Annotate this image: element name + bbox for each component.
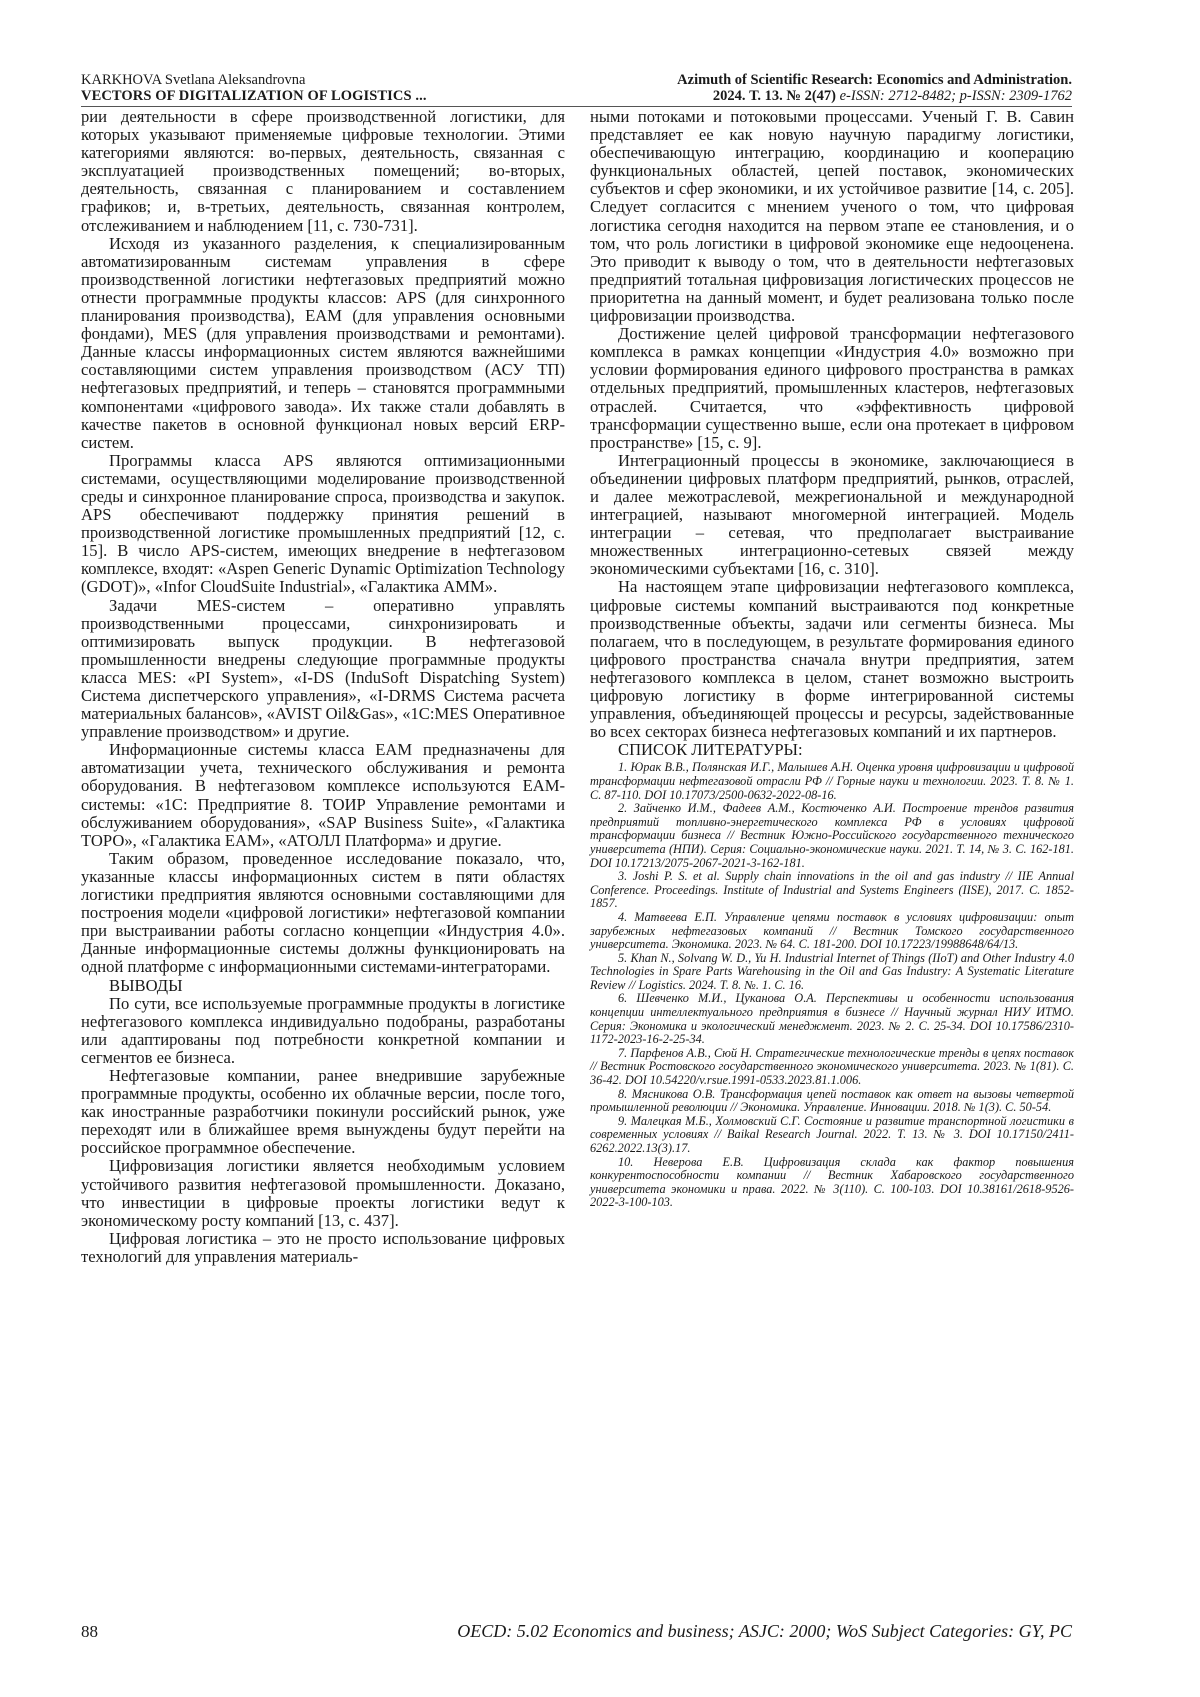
reference-list [590, 761, 1074, 1210]
author-name: KARKHOVA Svetlana Aleksandrovna [81, 72, 306, 88]
conclusions-heading: ВЫВОДЫ [109, 975, 183, 995]
issue-info [677, 88, 1072, 104]
paragraph: Интеграционный процессы в экономике, заключающиеся в объединении цифровых платформ предприятий, рынков, отраслей, и далее межотраслевой, межрегиональной и международной интеграцией, называют многомерной интеграцией. Модель интеграции – сетевая, что предполагает выстраивание множественных интеграционно-сетевых связей между экономическими субъектами [16, с. 310]. [590, 450, 1074, 579]
reference-item: 3. Joshi P. S. et al. Supply chain innovations in the oil and gas industry // IIE Annual Conference. Proceedings. Institute of Industrial and Systems Engineers (IISE), 2017. С. 1852-1857. [590, 869, 1074, 911]
paragraph: Таким образом, проведенное исследование показало, что, указанные классы информационных систем в пяти областях логистики предприятия являются основными составляющими для построения модели «цифровой логистики» нефтегазовой компании при выстраивании работы согласно концепции «Индустрия 4.0». Данные информационные системы должны функционировать на одной платформе с информационными системами-интеграторами. [81, 848, 565, 977]
paragraph: Исходя из указанного разделения, к специализированным автоматизированным системам управления в сфере производственной логистики нефтегазовых предприятий можно отнести программные продукты классов: APS (для синхронного планирования производства), EAM (для управления основными фондами), MES (для управления производствами и ремонтами). Данные классы информационных систем являются важнейшими составляющими систем управления производством (АСУ ТП) нефтегазовых предприятий, и теперь – становятся программными компонентами «цифрового завода». Их также стали добавлять в качестве пакетов в основной функционал новых версий ERP-систем. [81, 233, 565, 452]
paragraph: На настоящем этапе цифровизации нефтегазового комплекса, цифровые системы компаний выстраиваются под конкретные производственные объекты, задачи или сегменты бизнеса. Мы полагаем, что в последующем, в результате формирования единого цифрового пространства сначала внутри предприятия, затем нефтегазового комплекса в целом, станет возможно выстроить цифровую логистику в форме интегрированной системы управления, объединяющей процессы и ресурсы, задействованные во всех секторах бизнеса нефтегазовых компаний и их партнеров. [590, 577, 1074, 742]
journal-title: Azimuth of Scientific Research: Economics and Administration. [677, 72, 1072, 88]
reference-item: 7. Парфенов А.В., Сюй Н. Стратегические технологические тренды в цепях поставок // Вестник Ростовского государственного экономического университета. 2023. № 1(81). С. 36-42. DOI 10.54220/v.rsue.1991-0533.2023.81.1.006. [590, 1045, 1074, 1088]
paragraph: По сути, все используемые программные продукты в логистике нефтегазового комплекса индивидуально подобраны, разработаны или адаптированы под потребности конкретной компании и сегментов ее бизнеса. [81, 993, 565, 1067]
page-number: 88 [81, 1622, 98, 1641]
reference-item: 1. Юрак В.В., Полянская И.Г., Малышев А.Н. Оценка уровня цифровизации и цифровой трансформации нефтегазовой отрасли РФ // Горные науки и технологии. 2023. Т. 8. № 1. С. 87-110. DOI 10.17073/2500-0632-2022-08-16. [590, 760, 1074, 802]
paragraph: Задачи MES-систем – оперативно управлять производственными процессами, синхронизировать и оптимизировать выпуск продукции. В нефтегазовой промышленности внедрены следующие программные продукты класса MES: «PI System», «I-DS (InduSoft Dispatching System) Система диспетчерского управления», «I-DRMS Система расчета материальных балансов», «AVIST Oil&Gas», «1С:MES Оперативное управление производством» и другие. [81, 595, 565, 742]
issn-info: e-ISSN: 2712-8482; p-ISSN: 2309-1762 [836, 88, 1072, 104]
reference-item: 4. Матвеева Е.П. Управление цепями поставок в условиях цифровизации: опыт зарубежных нефтегазовых компаний // Вестник Томского государственного университета. Экономика. 2023. № 64. С. 181-200. DOI 10.17223/19988648/64/13. [590, 909, 1074, 952]
reference-item: 10. Неверова Е.В. Цифровизация склада как фактор повышения конкурентоспособности компании // Вестник Хабаровского государственного университета экономики и права. 2022. № 3(110). С. 100-103. DOI 10.38161/2618-9526-2022-3-100-103. [590, 1154, 1074, 1210]
references-heading: СПИСОК ЛИТЕРАТУРЫ: [618, 740, 803, 760]
reference-item: 9. Малецкая М.Б., Холмовский С.Г. Состояние и развитие транспортной логистики в современных условиях // Baikal Research Journal. 2022. Т. 13. № 3. DOI 10.17150/2411-6262.2022.13(3).17. [590, 1113, 1074, 1155]
paragraph: Цифровая логистика – это не просто использование цифровых технологий для управления материаль- [81, 1228, 565, 1266]
paragraph: Достижение целей цифровой трансформации нефтегазового комплекса в рамках концепции «Индустрия 4.0» возможно при условии формирования единого цифрового пространства в рамках отдельных предприятий, промышленных кластеров, нефтегазовых отраслей. Считается, что «эффективность цифровой трансформации существенно выше, если она протекает в цифровом пространстве» [15, с. 9]. [590, 324, 1074, 452]
running-header-right [677, 72, 1072, 104]
reference-item: 5. Khan N., Solvang W. D., Yu H. Industrial Internet of Things (IIoT) and Other Industry 4.0 Technologies in Spare Parts Warehousing in the Oil and Gas Industry: A Systematic Literature Review // Logistics. 2024. Т. 8. №. 1. С. 16. [590, 950, 1074, 992]
paragraph: Цифровизация логистики является необходимым условием устойчивого развития нефтегазовой промышленности. Доказано, что инвестиции в цифровые проекты логистики ведут к экономическому росту компаний [13, с. 437]. [81, 1156, 565, 1230]
reference-item: 8. Мясникова О.В. Трансформация цепей поставок как ответ на вызовы четвертой промышленной революции // Экономика. Управление. Инновации. 2018. № 1(3). С. 50-54. [590, 1086, 1074, 1115]
right-column [590, 108, 1074, 1210]
reference-item: 6. Шевченко М.И., Цуканова О.А. Перспективы и особенности использования концепции интеллектуального предприятия в бизнесе // Научный журнал НИУ ИТМО. Серия: Экономика и экологический менеджмент. 2023. № 2. С. 25-34. DOI 10.17586/2310-1172-2023-16-2-25-34. [590, 991, 1074, 1047]
subject-classification: OECD: 5.02 Economics and business; ASJC: 2000; WoS Subject Categories: GY, PC [457, 1621, 1072, 1641]
issue-volume: 2024. Т. 13. № 2(47) [712, 88, 836, 104]
paragraph: рии деятельности в сфере производственной логистики, для которых указывают применяемые цифровые технологии. Этими категориями являются: во-первых, деятельность, связанная с эксплуатацией производственных помещений; во-вторых, деятельность, связанная с планированием и составлением графиков; и, в-третьих, деятельность, связанная контролем, отслеживанием и наблюдением [11, с. 730-731]. [81, 107, 565, 235]
paragraph: Нефтегазовые компании, ранее внедрившие зарубежные программные продукты, особенно их облачные версии, после того, как иностранные разработчики покинули российский рынок, уже переходят или в ближайшее время вынуждены будут перейти на российское программное обеспечение. [81, 1065, 565, 1158]
paragraph: Информационные системы класса EAM предназначены для автоматизации учета, технического обслуживания и ремонта оборудования. В нефтегазовом комплексе используются EAM-системы: «1С: Предприятие 8. ТОИР Управление ремонтами и обслуживанием оборудования», «SAP Business Suite», «Галактика ТОРО», «Галактика EAM», «АТОЛЛ Платформа» и другие. [81, 740, 565, 850]
reference-item: 2. Зайченко И.М., Фадеев А.М., Костюченко А.И. Построение трендов развития предприятий топливно-энергетического комплекса РФ в условиях цифровой трансформации бизнеса // Вестник Южно-Российского государственного технического университета (НПИ). Серия: Социально-экономические науки. 2021. Т. 14, № 3. С. 162-181. DOI 10.17213/2075-2067-2021-3-162-181. [590, 801, 1074, 870]
paragraph: ными потоками и потоковыми процессами. Ученый Г. В. Савин представляет ее как новую научную парадигму логистики, обеспечивающую интеграцию, координацию и кооперацию функциональных областей, цепей поставок, экономических субъектов и сфер экономики, и их устойчивое развитие [14, с. 205]. Следует согласится с мнением ученого о том, что цифровая логистика сегодня находится на первом этапе ее становления, и о том, что роль логистики в цифровой экономике еще недооценена. Это приводит к выводу о том, что в деятельности нефтегазовых предприятий тотальная цифровизация логистических процессов не приоритетна на данный момент, и будет реализована только после цифровизации производства. [590, 107, 1074, 326]
paragraph: Программы класса APS являются оптимизационными системами, осуществляющими моделирование производственной среды и синхронное планирование спроса, производства и закупок. APS обеспечивают поддержку принятия решений в производственной логистике промышленных предприятий [12, с. 15]. В число APS-систем, имеющих внедрение в нефтегазовом комплексе, входят: «Aspen Generic Dynamic Optimization Technology (GDOT)», «Infor CloudSuite Industrial», «Галактика AMM». [81, 450, 565, 597]
running-header-left [81, 72, 427, 104]
left-column [81, 108, 565, 1266]
article-topic: VECTORS OF DIGITALIZATION OF LOGISTICS ... [81, 88, 427, 104]
